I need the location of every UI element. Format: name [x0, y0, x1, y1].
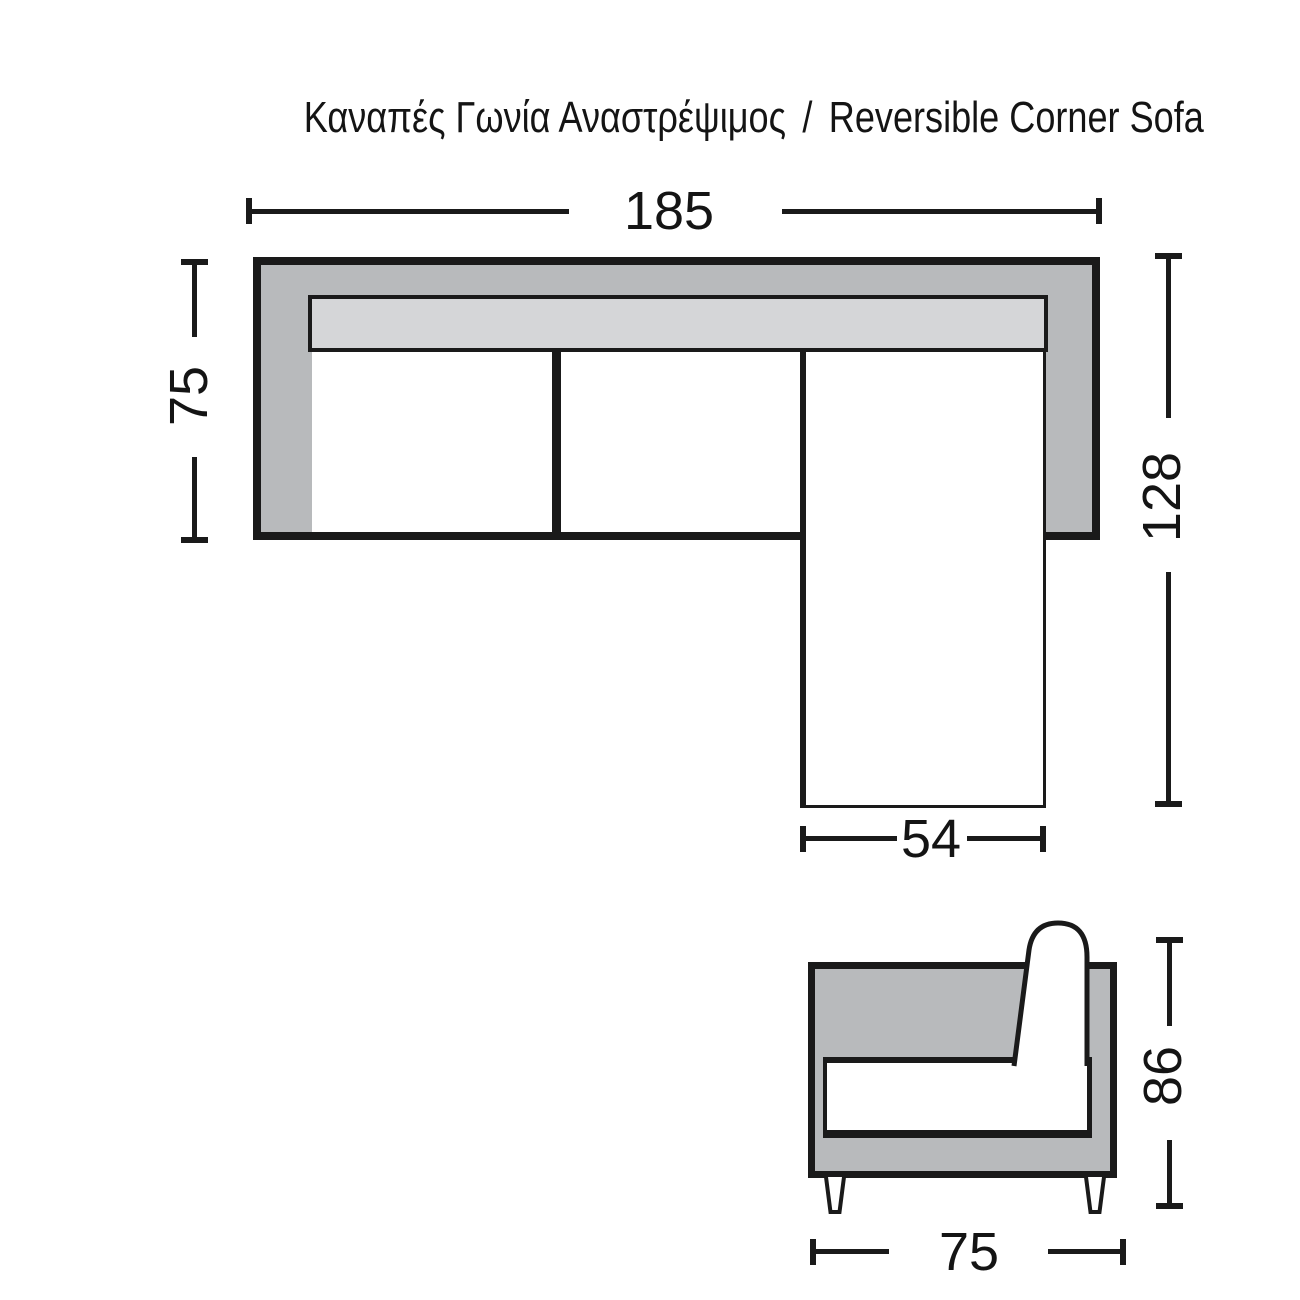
leg-shape — [1086, 1177, 1104, 1212]
dim-75-depth-line-bottom — [192, 457, 197, 540]
dim-128-tick-bottom — [1155, 801, 1182, 807]
top-view-seat-divider — [552, 352, 561, 533]
dim-75-width-tick-right — [1120, 1239, 1126, 1265]
diagram-title — [205, 90, 1205, 146]
dim-54-tick-right — [1040, 826, 1046, 852]
top-view-chaise-section — [800, 352, 1046, 808]
dim-75-width-line-right — [1048, 1249, 1121, 1254]
dim-75-depth-tick-bottom — [181, 537, 208, 543]
front-view-leg-left — [820, 1176, 850, 1218]
dim-54-line-right — [967, 836, 1041, 841]
diagram-title-text — [304, 90, 1204, 146]
front-view-backrest — [1005, 915, 1100, 1070]
dim-75-width-line-left — [816, 1249, 889, 1254]
dim-185-tick-right — [1096, 198, 1102, 224]
dim-185-label: 185 — [623, 181, 715, 241]
dim-185-line-left — [251, 209, 569, 214]
dim-185-line-right — [782, 209, 1098, 214]
front-view-leg-right — [1080, 1176, 1110, 1218]
dim-86-label: 86 — [1133, 1045, 1193, 1107]
dim-54-label: 54 — [900, 809, 962, 869]
title-greek: Καναπές Γωνία Αναστρέψιμος — [303, 93, 786, 142]
leg-shape — [826, 1177, 844, 1212]
top-view-back-cushion — [308, 295, 1048, 352]
title-english: Reversible Corner Sofa — [828, 93, 1204, 142]
dim-128-line-bottom — [1166, 572, 1171, 803]
title-separator: / — [802, 93, 813, 142]
dim-75-width-label: 75 — [938, 1222, 1000, 1282]
dim-128-label: 128 — [1132, 451, 1192, 543]
dim-75-depth-label: 75 — [159, 365, 219, 427]
dim-86-line-bottom — [1167, 1140, 1172, 1205]
dim-86-tick-bottom — [1156, 1203, 1183, 1209]
dim-128-line-top — [1166, 259, 1171, 418]
